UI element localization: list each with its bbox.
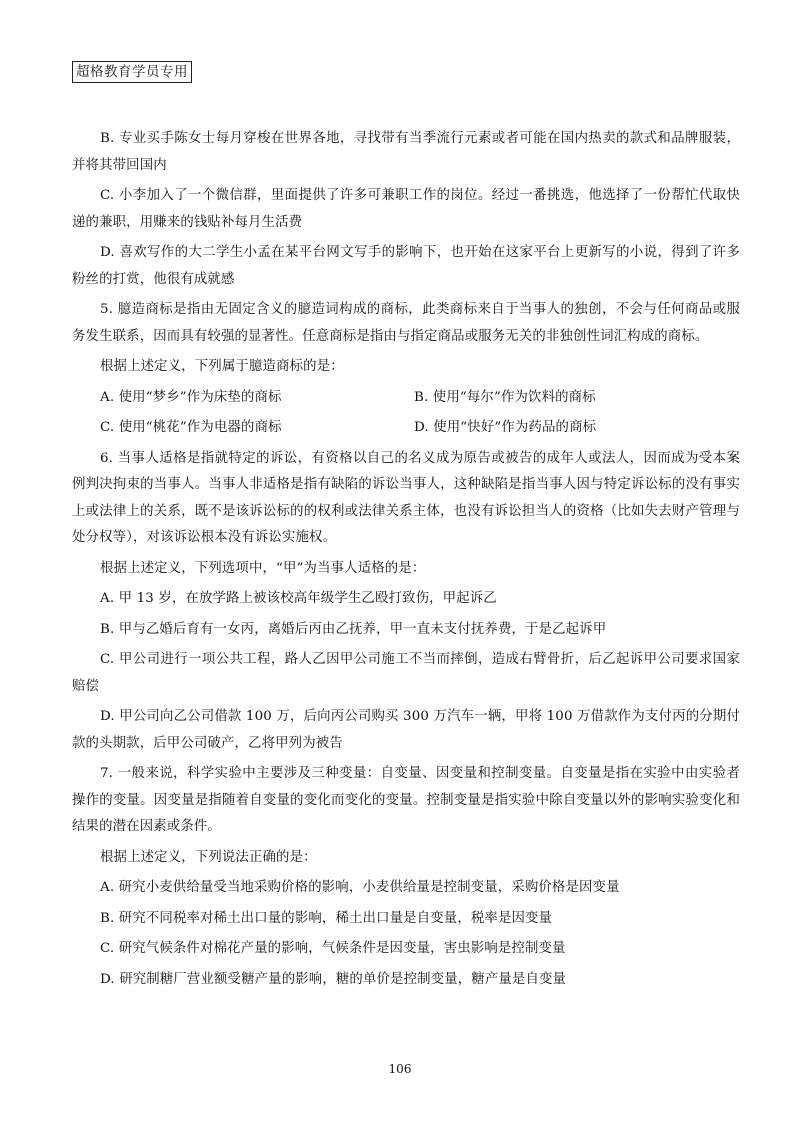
q6-option-a: A. 甲 13 岁，在放学路上被该校高年级学生乙殴打致伤，甲起诉乙 <box>100 591 497 606</box>
q6-option-b: B. 甲与乙婚后育有一女丙，离婚后丙由乙抚养，甲一直未支付抚养费，于是乙起诉甲 <box>100 621 607 637</box>
q6-question: 根据上述定义，下列选项中，“甲”为当事人适格的是： <box>100 560 426 576</box>
q6-option-d: D. 甲公司向乙公司借款 100 万，后向丙公司购买 300 万汽车一辆，甲将 100 万借款作为支付丙的分期付款的头期款，后甲公司破产，乙将甲列为被告 <box>72 709 740 751</box>
q7-definition: 7. 一般来说，科学实验中主要涉及三种变量：自变量、因变量和控制变量。自变量是指在实验中由实验者操作的变量。因变量是指随着自变量的变化而变化的变量。控制变量是指实验中除自变量以外的影响实验变化和结果的潜在因素或条件。 <box>72 766 740 834</box>
q7-option-d: D. 研究制糖厂营业额受糖产量的影响，糖的单价是控制变量，糖产量是自变量 <box>100 971 567 987</box>
q7-question: 根据上述定义，下列说法正确的是： <box>100 849 317 865</box>
q6-definition: 6. 当事人适格是指就特定的诉讼，有资格以自己的名义成为原告或被告的成年人或法人，因而成为受本案例判决拘束的当事人。当事人非适格是指有缺陷的诉讼当事人，这种缺陷是指当事人因与特定诉讼标的没有事实上或法律上的关系，既不是该诉讼标的的权利或法律关系主体，也没有诉讼担当人的资格（比如失去财产管理与处分权等），对该诉讼根本没有诉讼实施权。 <box>72 450 740 545</box>
q6-option-c: C. 甲公司进行一项公共工程，路人乙因甲公司施工不当而摔倒，造成右臂骨折，后乙起诉甲公司要求国家赔偿 <box>72 652 740 694</box>
q5-option-a: A. 使用“梦乡”作为床垫的商标 <box>100 389 282 405</box>
q4-option-b: B. 专业买手陈女士每月穿梭在世界各地，寻找带有当季流行元素或者可能在国内热卖的款式和品牌服装，并将其带回国内 <box>72 131 740 173</box>
q7-option-b: B. 研究不同税率对稀土出口量的影响，稀土出口量是自变量，税率是因变量 <box>100 910 553 926</box>
q4-option-c: C. 小李加入了一个微信群，里面提供了许多可兼职工作的岗位。经过一番挑选，他选择了一份帮忙代取快递的兼职，用赚来的钱贴补每月生活费 <box>72 188 740 230</box>
q5-options-row-2 <box>72 415 740 442</box>
q7-option-c: C. 研究气候条件对棉花产量的影响，气候条件是因变量，害虫影响是控制变量 <box>100 941 566 956</box>
document-body <box>72 126 740 993</box>
header-label: 超格教育学员专用 <box>72 61 192 83</box>
q5-option-b: B. 使用“每尔”作为饮料的商标 <box>414 389 596 405</box>
page-number: 106 <box>388 1062 412 1076</box>
q7-option-a: A. 研究小麦供给量受当地采购价格的影响，小麦供给量是控制变量，采购价格是因变量 <box>100 880 620 895</box>
q5-option-c: C. 使用“桃花”作为电器的商标 <box>100 420 282 435</box>
q5-definition: 5. 臆造商标是指由无固定含义的臆造词构成的商标，此类商标来自于当事人的独创，不会与任何商品或服务发生联系，因而具有较强的显著性。任意商标是指由与指定商品或服务无关的非独创性词汇构成的商标。 <box>72 302 740 344</box>
q5-question: 根据上述定义，下列属于臆造商标的是： <box>100 359 344 374</box>
q4-option-d: D. 喜欢写作的大二学生小孟在某平台网文写手的影响下，也开始在这家平台上更新写的小说，得到了许多粉丝的打赏，他很有成就感 <box>72 245 740 287</box>
q5-options-row-1 <box>72 385 740 412</box>
q5-option-d: D. 使用“快好”作为药品的商标 <box>414 420 597 435</box>
